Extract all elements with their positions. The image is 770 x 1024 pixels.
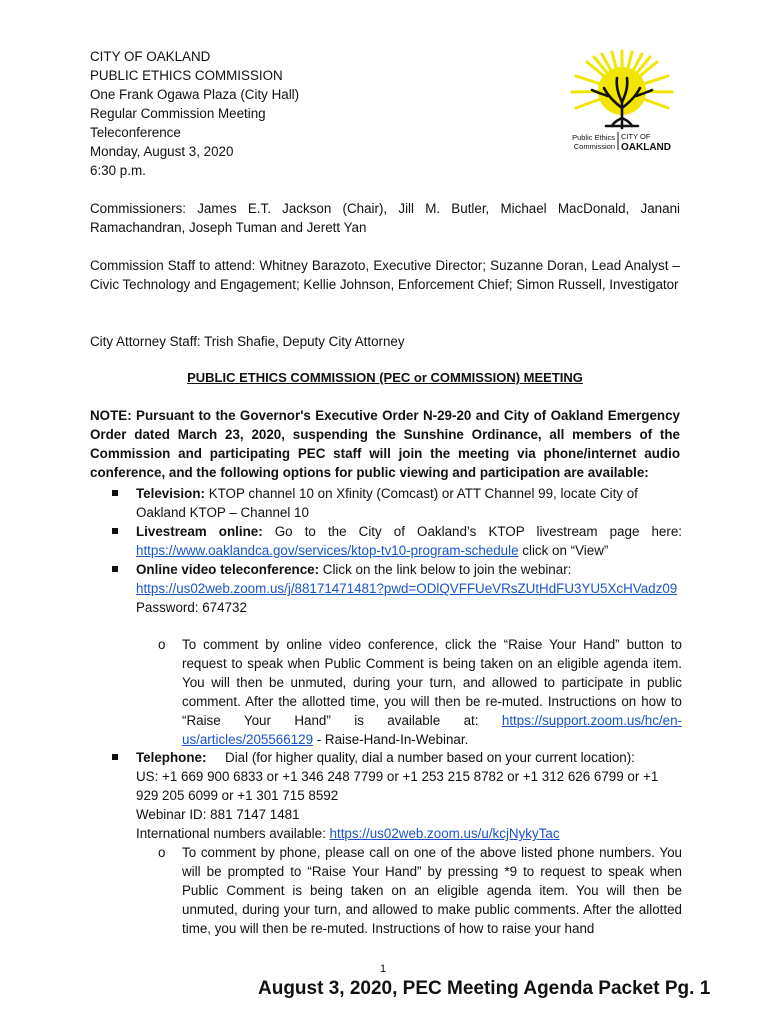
international-numbers-link[interactable]: https://us02web.zoom.us/u/kcjNykyTac — [329, 826, 560, 841]
attorney-paragraph: City Attorney Staff: Trish Shafie, Deputy City Attorney — [90, 334, 405, 349]
webinar-link[interactable]: https://us02web.zoom.us/j/88171471481?pwd=ODlQVFFUeVRsZUtHdFU3YU5XcHVadz09 — [136, 581, 678, 596]
sub-text: To comment by phone, please call on one of the above listed phone numbers. You will be prompted to “Raise Your Hand” by pressing *9 to request to speak when Public Comment is being taken on an eligible agenda item. You will then be unmuted, during your turn, and allowed to make public comments. After the allotted time, you will then be re-muted. Instructions of how to raise your hand — [182, 845, 682, 936]
bullet-text: KTOP channel 10 on Xfinity (Comcast) or ATT Channel 99, locate City of Oakland KTOP – Channel 10 — [136, 486, 638, 520]
webinar-password: Password: 674732 — [136, 600, 247, 615]
logo-text: Commission — [573, 142, 615, 151]
header-line: Teleconference — [90, 125, 181, 140]
sub-text: To comment by online video conference, click the “Raise Your Hand” button to request to speak when Public Comment is being taken on an eligible agenda item. You will then be unmuted, during your turn, and allowed to participate in public comment. After the allotted time, you will then be re-muted. Instructions on how to “Raise Your Hand” is available at: — [182, 637, 682, 728]
bullet-icon — [112, 754, 118, 760]
header-line: One Frank Ogawa Plaza (City Hall) — [90, 87, 300, 102]
livestream-link[interactable]: https://www.oaklandca.gov/services/ktop-tv10-program-schedule — [136, 543, 519, 558]
staff-paragraph: Commission Staff to attend: Whitney Barazoto, Executive Director; Suzanne Doran, Lead Analyst – Civic Technology and Engagement; Kellie Johnson, Enforcement Chief; Simon Russell, Investigator — [90, 258, 680, 292]
meeting-title: PUBLIC ETHICS COMMISSION (PEC or COMMISSION) MEETING — [187, 370, 583, 385]
phone-comment-instructions — [158, 843, 682, 938]
note-paragraph: NOTE: Pursuant to the Governor's Executive Order N-29-20 and City of Oakland Emergency Order dated March 23, 2020, suspending the Sunshine Ordinance, all members of the Commission and participating PEC staff will join the meeting via phone/internet audio conference, and the following options for public viewing and participation are available: — [90, 408, 680, 480]
oakland-pec-logo — [562, 46, 682, 156]
logo-text: CITY OF — [621, 132, 651, 141]
bullet-icon — [112, 566, 118, 572]
list-item-livestream — [112, 522, 682, 560]
header-line: PUBLIC ETHICS COMMISSION — [90, 68, 283, 83]
list-item-telephone — [112, 748, 682, 843]
header-line: CITY OF OAKLAND — [90, 49, 211, 64]
bullet-label: Livestream online: — [136, 524, 263, 539]
raise-hand-link[interactable]: https://support.zoom.us/hc/en-us/articles/205566129 — [182, 713, 682, 747]
list-item-video — [112, 560, 682, 617]
sub-text: - Raise-Hand-In-Webinar. — [313, 732, 469, 747]
bullet-text: Dial (for higher quality, dial a number based on your current location): — [206, 750, 635, 765]
logo-text: Public Ethics — [572, 133, 615, 142]
circle-bullet-icon: o — [158, 637, 166, 652]
header-line: 6:30 p.m. — [90, 163, 146, 178]
logo-text: OAKLAND — [621, 142, 671, 153]
bullet-text: Click on the link below to join the webinar: — [319, 562, 572, 577]
bullet-icon — [112, 490, 118, 496]
list-item-television — [112, 484, 682, 522]
phone-numbers: US: +1 669 900 6833 or +1 346 248 7799 or +1 253 215 8782 or +1 312 626 6799 or +1 929 205 6099 or +1 301 715 8592 — [136, 769, 659, 803]
circle-bullet-icon: o — [158, 845, 166, 860]
header-line: Monday, August 3, 2020 — [90, 144, 234, 159]
commissioners-paragraph: Commissioners: James E.T. Jackson (Chair), Jill M. Butler, Michael MacDonald, Janani Ramachandran, Joseph Tuman and Jerett Yan — [90, 201, 680, 235]
bullet-text: click on “View” — [518, 543, 609, 558]
intl-text: International numbers available: — [136, 826, 330, 841]
header-line: Regular Commission Meeting — [90, 106, 266, 121]
bullet-icon — [112, 528, 118, 534]
bullet-label: Television: — [136, 486, 205, 501]
bullet-label: Online video teleconference: — [136, 562, 320, 577]
bullet-label: Telephone: — [136, 750, 207, 765]
document-header — [90, 47, 299, 180]
webinar-id: Webinar ID: 881 7147 1481 — [136, 807, 300, 822]
packet-footer: August 3, 2020, PEC Meeting Agenda Packet Pg. 1 — [258, 978, 711, 999]
video-comment-instructions — [158, 635, 682, 749]
page-number: 1 — [380, 963, 387, 975]
bullet-text: Go to the City of Oakland’s KTOP livestream page here: — [262, 524, 682, 539]
